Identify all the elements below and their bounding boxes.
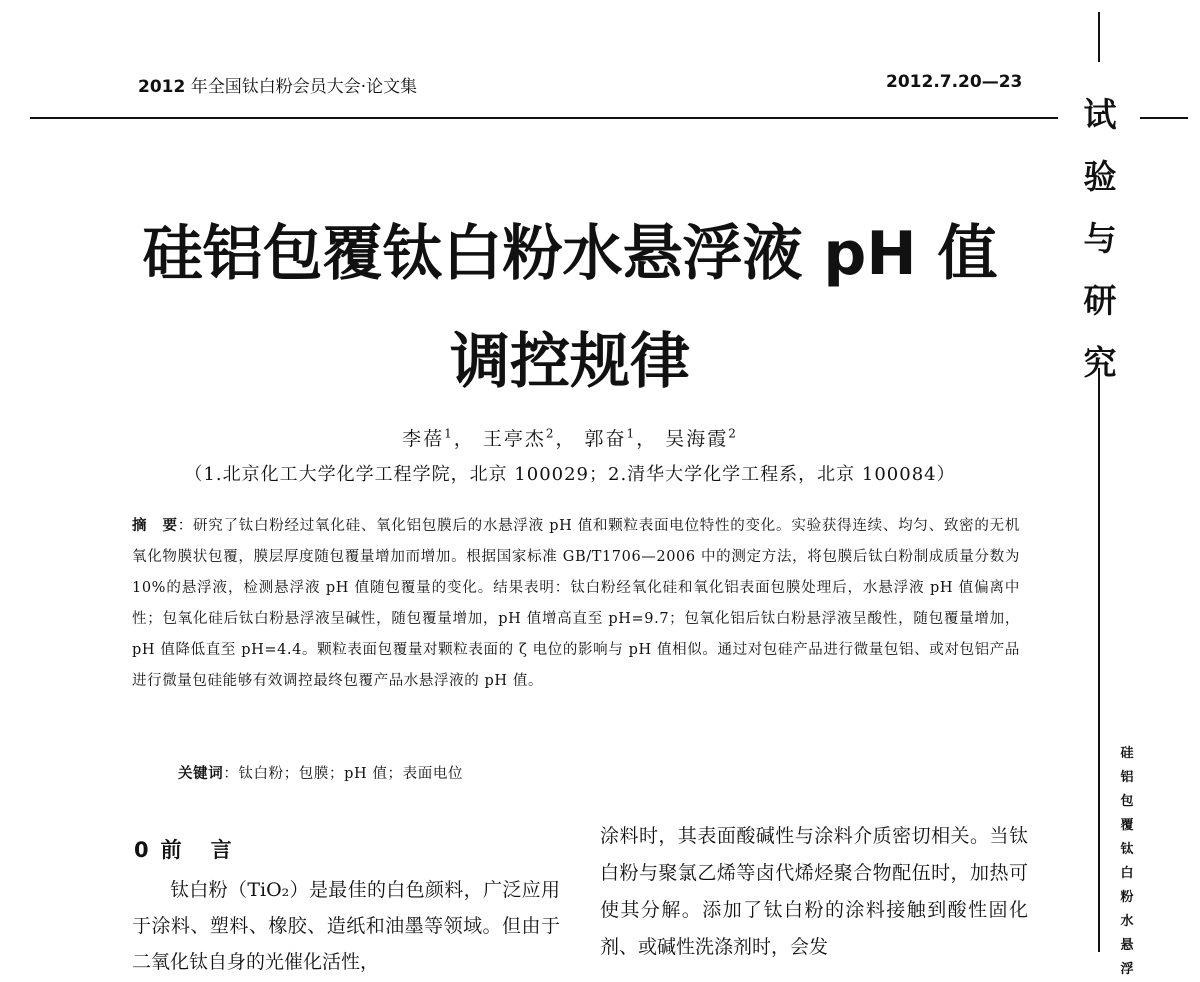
side-rule-right — [1140, 117, 1188, 119]
running-header — [138, 72, 417, 97]
author-separator: ， — [555, 428, 577, 450]
keywords-label: 关键词 — [178, 765, 224, 782]
side-title-char: 浮 — [1120, 962, 1134, 977]
author-affiliation-mark: 1 — [444, 426, 454, 441]
section-number: 0 — [134, 838, 153, 862]
header-date: 2012.7.20—23 — [886, 72, 1023, 92]
category-char: 与 — [1083, 219, 1117, 258]
section-category-vertical — [1070, 84, 1130, 394]
category-char: 试 — [1083, 95, 1117, 134]
side-title-char: 悬 — [1120, 938, 1134, 953]
side-title-char: 铝 — [1120, 770, 1134, 785]
side-title-char: 水 — [1120, 914, 1134, 929]
abstract-label: 摘 要 — [132, 517, 178, 534]
keywords-text: ：钛白粉；包膜；pH 值；表面电位 — [223, 766, 464, 782]
header-conference: 年全国钛白粉会员大会·论文集 — [190, 77, 418, 97]
body-column-left — [132, 872, 560, 980]
section-title: 前 言 — [160, 838, 236, 862]
author-name: 郭奋 — [584, 428, 627, 450]
author-separator: ， — [453, 428, 475, 450]
author-name: 王亭杰 — [482, 428, 546, 450]
side-running-title-vertical — [1116, 742, 1138, 982]
author-name: 李蓓 — [402, 428, 445, 450]
paper-title-line2: 调控规律 — [450, 327, 690, 397]
side-rule-long — [1098, 368, 1100, 952]
body-paragraph: 涂料时，其表面酸碱性与涂料介质密切相关。当钛白粉与聚氯乙烯等卤代烯烃聚合物配伍时，加热可使其分解。添加了钛白粉的涂料接触到酸性固化剂、或碱性洗涤剂时，会发 — [600, 825, 1028, 958]
author-affiliation-mark: 1 — [626, 426, 637, 441]
category-char: 研 — [1083, 281, 1117, 320]
body-paragraph: 钛白粉（TiO₂）是最佳的白色颜料，广泛应用于涂料、塑料、橡胶、造纸和油墨等领域。但由于二氧化钛自身的光催化活性， — [132, 879, 560, 973]
body-column-right — [600, 818, 1028, 966]
keywords — [178, 762, 463, 783]
category-char: 验 — [1083, 157, 1117, 196]
author-name: 吴海霞 — [665, 428, 729, 450]
side-title-char: 粉 — [1120, 890, 1134, 905]
side-rule-top — [1098, 12, 1100, 62]
author-separator: ， — [636, 428, 658, 450]
abstract-text: ：研究了钛白粉经过氧化硅、氧化铝包膜后的水悬浮液 pH 值和颗粒表面电位特性的变化。实验获得连续、均匀、致密的无机氧化物膜状包覆，膜层厚度随包覆量增加而增加。根据国家标准 GB/T1706—2006 中的测定方法，将包膜后钛白粉制成质量分数为 10%的悬浮液，检测悬浮液 pH 值随包覆量的变化。结果表明：钛白粉经氧化硅和氧化铝表面包膜处理后，水悬浮液 pH 值偏离中性；包氧化硅后钛白粉悬浮液呈碱性，随包覆量增加，pH 值增高直至 pH=9.7；包氧化铝后钛白粉悬浮液呈酸性，随包覆量增加，pH 值降低直至 pH=4.4。颗粒表面包覆量对颗粒表面的 ζ 电位的影响与 pH 值相似。通过对包硅产品进行微量包铝、或对包铝产品进行微量包硅能够有效调控最终包覆产品水悬浮液的 pH 值。 — [132, 518, 1020, 689]
side-title-char: 覆 — [1120, 818, 1134, 833]
abstract — [132, 510, 1020, 697]
section-heading — [134, 834, 236, 864]
affiliations: （1.北京化工大学化学工程学院，北京 100029；2.清华大学化学工程系，北京 100084） — [184, 464, 956, 485]
header-rule — [30, 117, 1058, 119]
author-list — [0, 424, 1140, 451]
header-year: 2012 — [138, 77, 186, 97]
paper-title-line1: 硅铝包覆钛白粉水悬浮液 pH 值 — [142, 219, 998, 289]
author-affiliation-mark: 2 — [545, 426, 556, 441]
side-title-char: 白 — [1120, 866, 1134, 881]
author-affiliation-mark: 2 — [728, 426, 738, 441]
side-title-char: 包 — [1120, 794, 1134, 809]
category-char: 究 — [1083, 343, 1117, 382]
side-title-char: 硅 — [1120, 746, 1134, 761]
side-title-char: 钛 — [1120, 842, 1134, 857]
